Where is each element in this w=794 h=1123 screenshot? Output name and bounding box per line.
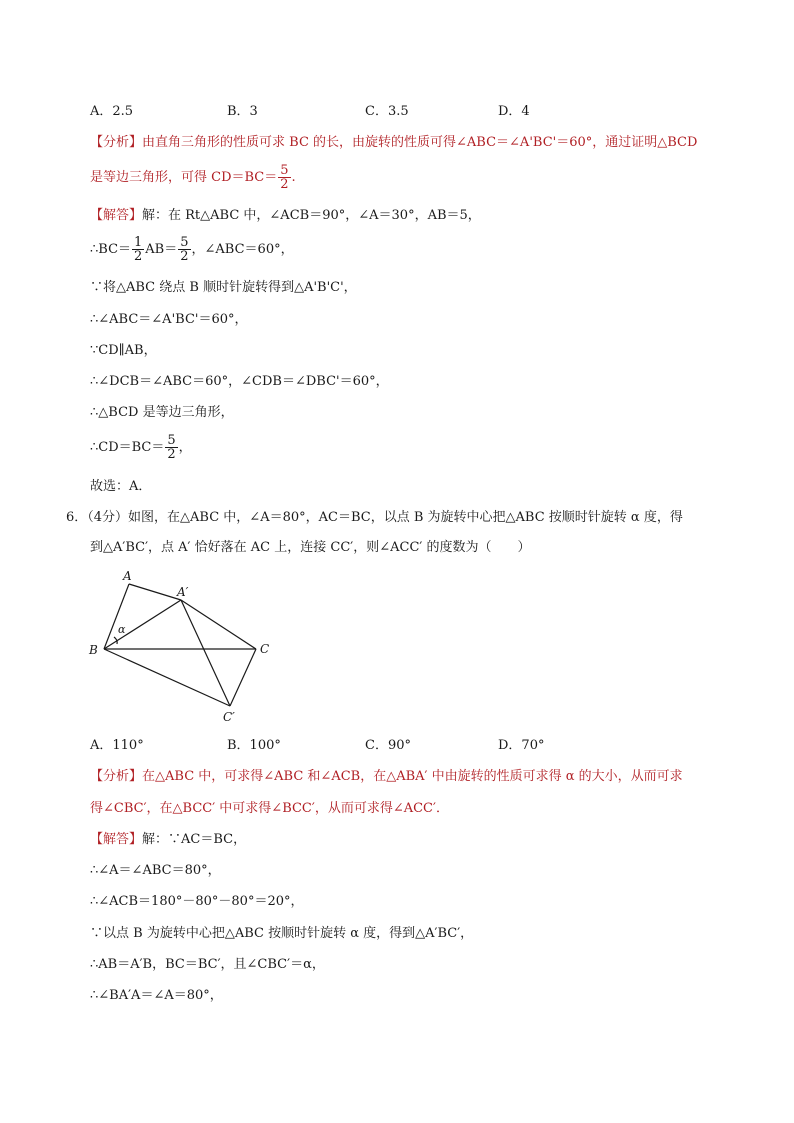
q5-answer-label: 【解答】: [90, 208, 143, 223]
q6-geometry-figure: [80, 564, 300, 734]
q6-step-5: ∴∠BA′A＝∠A＝80°，: [90, 988, 223, 1003]
q5-step-7b: ，: [178, 440, 192, 455]
q6-step-3: ∵以点 B 为旋转中心把△ABC 按顺时针旋转 α 度，得到△A′BC′，: [90, 926, 474, 941]
q5-answer-line-1: [90, 206, 481, 226]
q5-analysis-line-1: [90, 133, 697, 153]
fraction-denominator: 2: [134, 249, 143, 264]
segment-a-a1: [129, 584, 181, 600]
q6-option-c: C．90°: [365, 738, 411, 753]
q5-step-4: ∵CD∥AB，: [90, 343, 157, 358]
q5-analysis-fraction: [278, 164, 290, 191]
q6-step-4: ∴AB＝A′B，BC＝BC′，且∠CBC′＝α，: [90, 957, 325, 972]
label-a: A: [123, 569, 132, 583]
q6-stem-line-1: 6．（4分）如图，在△ABC 中，∠A＝80°，AC＝BC，以点 B 为旋转中心把△ABC 按顺时针旋转 α 度，得: [66, 510, 683, 525]
label-c: C: [260, 642, 270, 656]
q5-option-a: A．2.5: [90, 104, 134, 119]
label-b: B: [89, 643, 98, 657]
fraction-numerator: 5: [167, 433, 176, 448]
q5-option-d: D．4: [498, 104, 530, 119]
q5-option-c: C．3.5: [365, 104, 409, 119]
q5-analysis-line-2: [90, 160, 296, 196]
q5-step-1: [90, 232, 294, 268]
q5-step-1-fraction-five-halves: [178, 236, 190, 263]
q5-step-6: ∴△BCD 是等边三角形，: [90, 405, 234, 420]
q5-answer-text-1: 解：在 Rt△ABC 中，∠ACB＝90°，∠A＝30°，AB＝5，: [142, 208, 481, 223]
q5-step-7-fraction: [165, 434, 177, 461]
q5-step-1b: AB＝: [145, 242, 178, 257]
fraction-numerator: 5: [180, 235, 189, 250]
q5-step-7a: ∴CD＝BC＝: [90, 440, 165, 455]
q5-analysis-end: .: [291, 170, 296, 185]
q5-step-1-fraction-half: [132, 236, 144, 263]
segment-c-c1: [230, 649, 256, 706]
q6-analysis-text-1: 在△ABC 中，可求得∠ABC 和∠ACB，在△ABA′ 中由旋转的性质可求得 α 的大小，从而可求: [142, 769, 683, 784]
q5-step-1a: ∴BC＝: [90, 242, 132, 257]
q5-analysis-text-2: 是等边三角形，可得 CD＝BC＝: [90, 170, 278, 185]
fraction-numerator: 5: [280, 163, 289, 178]
q6-step-2: ∴∠ACB＝180°－80°－80°＝20°，: [90, 894, 304, 909]
q5-choose: 故选：A．: [90, 479, 152, 494]
q5-analysis-text-1: 由直角三角形的性质可求 BC 的长，由旋转的性质可得∠ABC＝∠A'BC'＝60°，通过证明△BCD: [142, 135, 698, 150]
q6-option-a: A．110°: [90, 738, 144, 753]
q6-analysis-line-2: [90, 799, 449, 819]
segment-b-a1: [104, 600, 181, 649]
q6-step-1: ∴∠A＝∠ABC＝80°，: [90, 863, 221, 878]
label-a-prime: A′: [177, 585, 189, 599]
q6-answer-label: 【解答】: [90, 832, 143, 847]
fraction-denominator: 2: [280, 177, 289, 192]
q6-analysis-text-2: 得∠CBC′，在△BCC′ 中可求得∠BCC′，从而可求得∠ACC′．: [90, 801, 449, 816]
q6-analysis-label: 【分析】: [90, 769, 143, 784]
fraction-denominator: 2: [167, 447, 176, 462]
q6-answer-line-1: [90, 830, 246, 850]
q6-analysis-line-1: [90, 767, 683, 787]
label-alpha: α: [118, 623, 126, 636]
label-c-prime: C′: [223, 710, 235, 724]
q5-analysis-label: 【分析】: [90, 135, 143, 150]
fraction-numerator: 1: [134, 235, 143, 250]
segment-b-c1: [104, 649, 230, 706]
q5-step-7: [90, 430, 192, 466]
fraction-denominator: 2: [180, 249, 189, 264]
q5-step-1c: ，∠ABC＝60°，: [191, 242, 294, 257]
q5-step-5: ∴∠DCB＝∠ABC＝60°，∠CDB＝∠DBC'＝60°，: [90, 374, 389, 389]
q6-answer-text-1: 解：∵AC＝BC，: [142, 832, 247, 847]
q5-step-2: ∵将△ABC 绕点 B 顺时针旋转得到△A'B'C'，: [90, 280, 357, 295]
q6-stem-line-2: 到△A′BC′，点 A′ 恰好落在 AC 上，连接 CC′，则∠ACC′ 的度数为（ ）: [90, 540, 531, 555]
q6-option-b: B．100°: [227, 738, 281, 753]
q6-option-d: D．70°: [498, 738, 545, 753]
q5-step-3: ∴∠ABC＝∠A'BC'＝60°，: [90, 312, 248, 327]
q5-option-b: B．3: [227, 104, 258, 119]
